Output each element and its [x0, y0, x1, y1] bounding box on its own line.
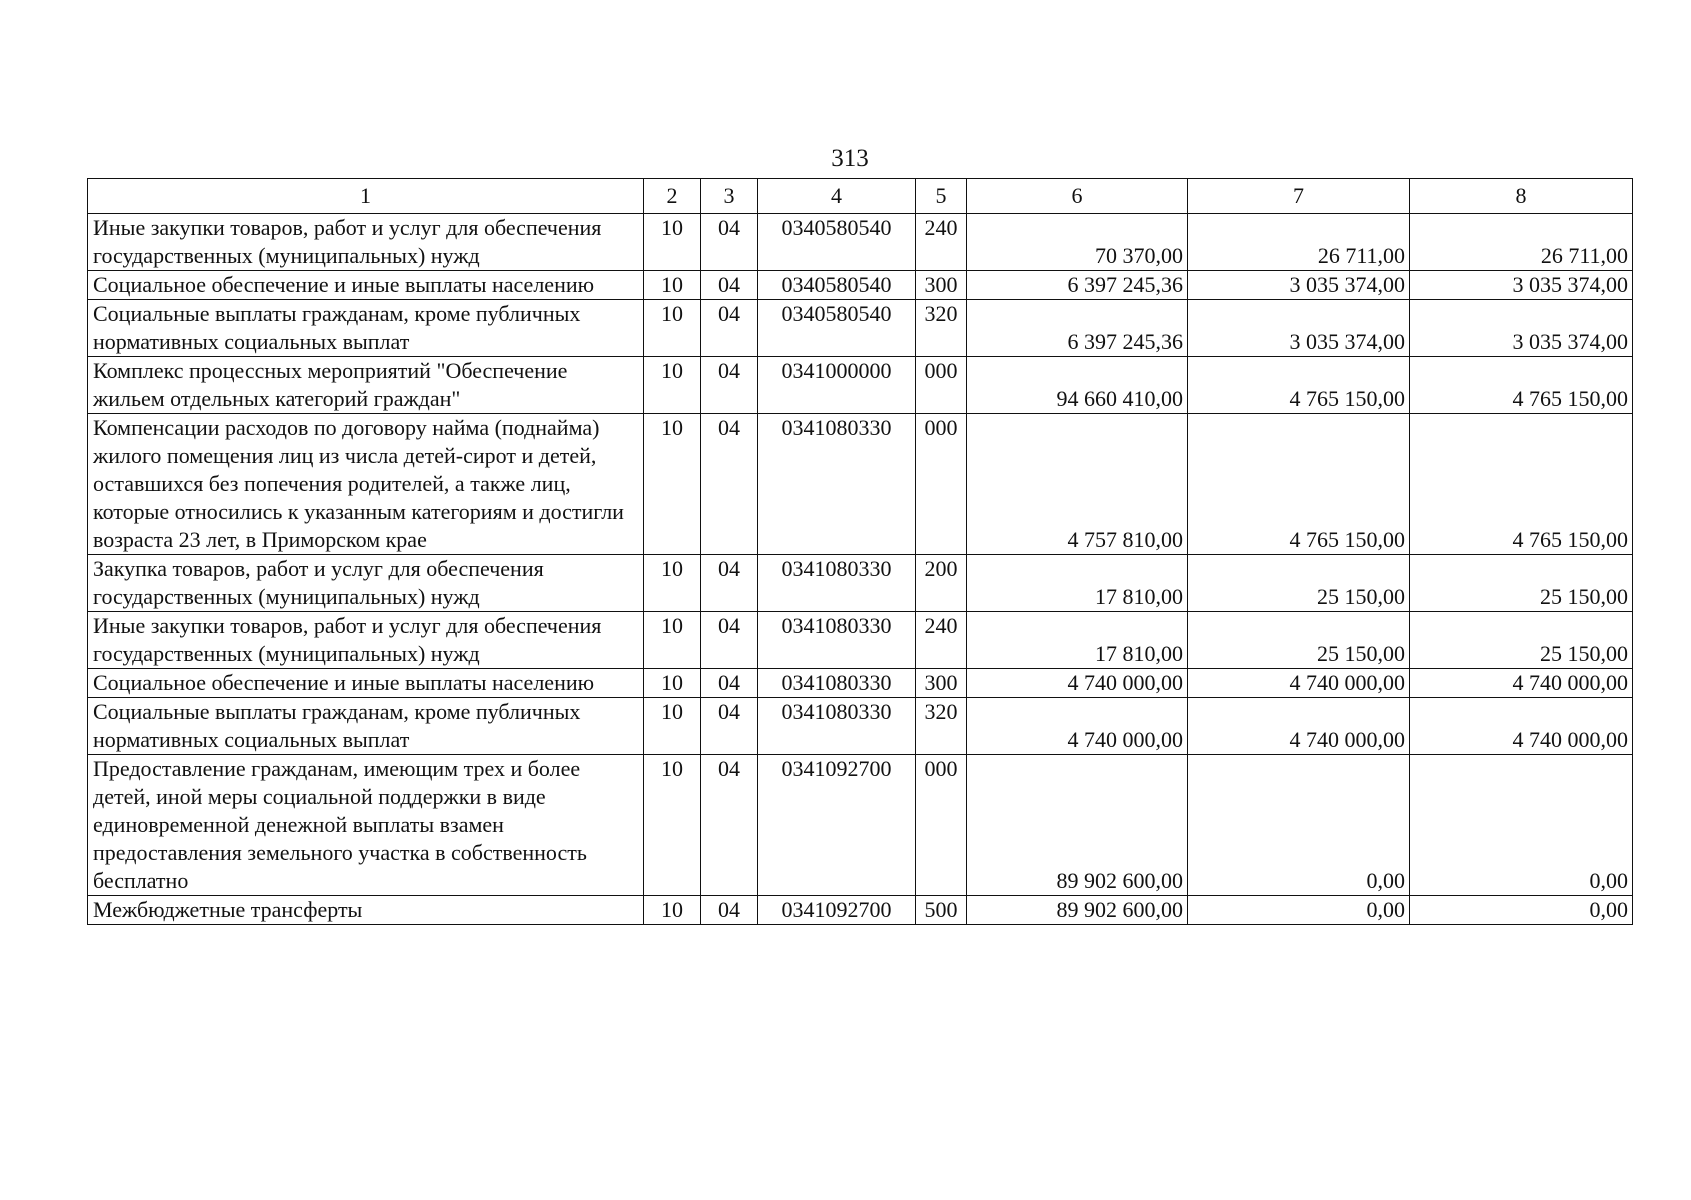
expense-type-code: 000	[916, 755, 967, 896]
target-article-code: 0341000000	[758, 357, 916, 414]
amount-col8: 3 035 374,00	[1410, 300, 1633, 357]
amount-col6: 89 902 600,00	[967, 755, 1188, 896]
podrazdel-code: 04	[701, 271, 758, 300]
razdel-code: 10	[644, 612, 701, 669]
column-header: 4	[758, 179, 916, 214]
podrazdel-code: 04	[701, 698, 758, 755]
amount-col8: 4 740 000,00	[1410, 698, 1633, 755]
target-article-code: 0341080330	[758, 414, 916, 555]
amount-col8: 25 150,00	[1410, 555, 1633, 612]
table-row	[88, 612, 1633, 669]
expense-type-code: 320	[916, 300, 967, 357]
expense-type-code: 240	[916, 612, 967, 669]
podrazdel-code: 04	[701, 300, 758, 357]
amount-col6: 17 810,00	[967, 555, 1188, 612]
expense-name: Иные закупки товаров, работ и услуг для обеспечения государственных (муниципальных) нужд	[88, 214, 644, 271]
target-article-code: 0341080330	[758, 555, 916, 612]
podrazdel-code: 04	[701, 669, 758, 698]
podrazdel-code: 04	[701, 555, 758, 612]
amount-col7: 4 740 000,00	[1188, 669, 1410, 698]
amount-col6: 17 810,00	[967, 612, 1188, 669]
razdel-code: 10	[644, 214, 701, 271]
amount-col8: 4 765 150,00	[1410, 357, 1633, 414]
target-article-code: 0341080330	[758, 612, 916, 669]
expense-name: Иные закупки товаров, работ и услуг для обеспечения государственных (муниципальных) нужд	[88, 612, 644, 669]
expense-name: Межбюджетные трансферты	[88, 896, 644, 925]
expense-type-code: 320	[916, 698, 967, 755]
expense-type-code: 240	[916, 214, 967, 271]
amount-col6: 4 740 000,00	[967, 698, 1188, 755]
amount-col6: 6 397 245,36	[967, 300, 1188, 357]
amount-col8: 0,00	[1410, 755, 1633, 896]
table-row	[88, 214, 1633, 271]
expense-name: Социальное обеспечение и иные выплаты населению	[88, 669, 644, 698]
column-header: 8	[1410, 179, 1633, 214]
amount-col8: 3 035 374,00	[1410, 271, 1633, 300]
amount-col7: 0,00	[1188, 755, 1410, 896]
expense-type-code: 300	[916, 271, 967, 300]
expense-type-code: 200	[916, 555, 967, 612]
amount-col8: 4 740 000,00	[1410, 669, 1633, 698]
column-header: 6	[967, 179, 1188, 214]
amount-col6: 89 902 600,00	[967, 896, 1188, 925]
column-header: 1	[88, 179, 644, 214]
target-article-code: 0341092700	[758, 755, 916, 896]
expense-name: Компенсации расходов по договору найма (поднайма) жилого помещения лиц из числа детей-сирот и детей, оставшихся без попечения родителей, а также лиц, которые относились к указанным категориям и достигли возраста 23 лет, в Приморском крае	[88, 414, 644, 555]
table-row	[88, 698, 1633, 755]
expense-type-code: 300	[916, 669, 967, 698]
table-row	[88, 896, 1633, 925]
amount-col6: 94 660 410,00	[967, 357, 1188, 414]
table-row	[88, 755, 1633, 896]
table-row	[88, 414, 1633, 555]
target-article-code: 0341092700	[758, 896, 916, 925]
table-row	[88, 357, 1633, 414]
amount-col6: 4 740 000,00	[967, 669, 1188, 698]
amount-col6: 70 370,00	[967, 214, 1188, 271]
page-number: 313	[831, 145, 869, 172]
razdel-code: 10	[644, 357, 701, 414]
expense-name: Социальное обеспечение и иные выплаты населению	[88, 271, 644, 300]
amount-col7: 0,00	[1188, 896, 1410, 925]
razdel-code: 10	[644, 300, 701, 357]
amount-col8: 0,00	[1410, 896, 1633, 925]
razdel-code: 10	[644, 555, 701, 612]
razdel-code: 10	[644, 271, 701, 300]
amount-col7: 26 711,00	[1188, 214, 1410, 271]
amount-col7: 25 150,00	[1188, 555, 1410, 612]
expense-type-code: 000	[916, 357, 967, 414]
column-header: 5	[916, 179, 967, 214]
expense-name: Социальные выплаты гражданам, кроме публичных нормативных социальных выплат	[88, 300, 644, 357]
expense-type-code: 000	[916, 414, 967, 555]
amount-col7: 25 150,00	[1188, 612, 1410, 669]
amount-col6: 6 397 245,36	[967, 271, 1188, 300]
budget-table	[87, 178, 1633, 925]
target-article-code: 0341080330	[758, 698, 916, 755]
amount-col7: 4 740 000,00	[1188, 698, 1410, 755]
amount-col7: 3 035 374,00	[1188, 300, 1410, 357]
expense-name: Закупка товаров, работ и услуг для обеспечения государственных (муниципальных) нужд	[88, 555, 644, 612]
column-header: 2	[644, 179, 701, 214]
target-article-code: 0340580540	[758, 214, 916, 271]
table-row	[88, 555, 1633, 612]
podrazdel-code: 04	[701, 214, 758, 271]
expense-name: Предоставление гражданам, имеющим трех и более детей, иной меры социальной поддержки в виде единовременной денежной выплаты взамен предоставления земельного участка в собственность бесплатно	[88, 755, 644, 896]
header-row	[88, 179, 1633, 214]
razdel-code: 10	[644, 698, 701, 755]
amount-col7: 3 035 374,00	[1188, 271, 1410, 300]
razdel-code: 10	[644, 755, 701, 896]
amount-col6: 4 757 810,00	[967, 414, 1188, 555]
amount-col8: 25 150,00	[1410, 612, 1633, 669]
target-article-code: 0340580540	[758, 300, 916, 357]
amount-col7: 4 765 150,00	[1188, 357, 1410, 414]
podrazdel-code: 04	[701, 414, 758, 555]
table-row	[88, 300, 1633, 357]
razdel-code: 10	[644, 669, 701, 698]
column-header: 7	[1188, 179, 1410, 214]
podrazdel-code: 04	[701, 755, 758, 896]
expense-name: Комплекс процессных мероприятий "Обеспечение жильем отдельных категорий граждан"	[88, 357, 644, 414]
expense-type-code: 500	[916, 896, 967, 925]
target-article-code: 0340580540	[758, 271, 916, 300]
razdel-code: 10	[644, 414, 701, 555]
expense-name: Социальные выплаты гражданам, кроме публичных нормативных социальных выплат	[88, 698, 644, 755]
table-row	[88, 271, 1633, 300]
table-row	[88, 669, 1633, 698]
target-article-code: 0341080330	[758, 669, 916, 698]
razdel-code: 10	[644, 896, 701, 925]
podrazdel-code: 04	[701, 357, 758, 414]
column-header: 3	[701, 179, 758, 214]
amount-col8: 26 711,00	[1410, 214, 1633, 271]
podrazdel-code: 04	[701, 896, 758, 925]
amount-col7: 4 765 150,00	[1188, 414, 1410, 555]
amount-col8: 4 765 150,00	[1410, 414, 1633, 555]
podrazdel-code: 04	[701, 612, 758, 669]
